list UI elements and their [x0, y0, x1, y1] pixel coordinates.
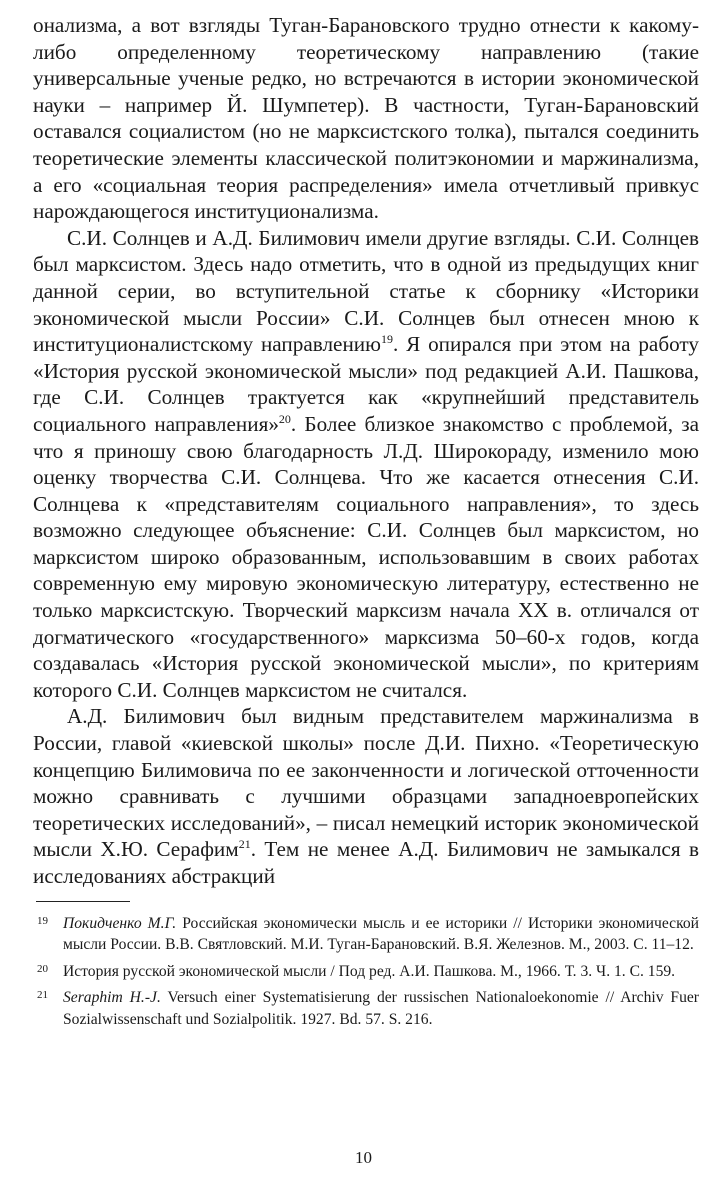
footnote-ref-20[interactable]: 20 — [278, 411, 291, 426]
paragraph-2 — [33, 225, 699, 704]
footnote-number: 19 — [37, 914, 48, 927]
main-text — [33, 12, 699, 890]
paragraph-2-part-c: . Более близкое знакомство с проблемой, за что я приношу свою благодарность Л.Д. Широкораду, изменило мою оценку творчества С.И. Солнцева. Что же касается отнесения С.И. Солнцева к «представителям социального направления», то здесь возможно следующее объяснение: С.И. Солнцев был марксистом, но марксистом широко образованным, использовавшим в своих работах современную ему мировую экономическую литературу, естественно не только марксистскую. Творческий марксизм начала XX в. отличался от догматического «государственного» марксизма 50–60-х годов, когда создавалась «История русской экономической мысли», по критериям которого С.И. Солнцев марксистом не считался. — [33, 411, 699, 702]
footnote-ref-19[interactable]: 19 — [380, 332, 393, 347]
footnote-20 — [33, 961, 699, 983]
paragraph-2-part-b: . Я опирался при этом на работу «История русской экономической мысли» под редакцией А.И. Пашкова, где С.И. Солнцев трактуется как «крупнейший представитель социального направления» — [33, 332, 699, 436]
footnote-author: Seraphim H.-J. — [63, 989, 161, 1007]
paragraph-3-part-b: . Тем не менее А.Д. Билимович не замыкался в исследованиях абстракций — [33, 837, 699, 888]
footnotes — [33, 913, 699, 1031]
document-page — [33, 12, 699, 1035]
footnote-number: 20 — [37, 962, 48, 975]
paragraph-1: онализма, а вот взгляды Туган-Барановского трудно отнести к какому-либо определенному теоретическому направлению (такие универсальные ученые редко, но встречаются в истории экономической науки – например Й. Шумпетер). В частности, Туган-Барановский оставался социалистом (но не марксистского толка), пытался соединить теоретические элементы классической политэкономии и маржинализма, а его «социальная теория распределения» имела отчетливый привкус нарождающегося институционализма. — [33, 13, 699, 224]
footnote-number: 21 — [37, 989, 48, 1002]
footnote-divider — [36, 901, 130, 902]
footnote-19 — [33, 913, 699, 956]
page-number: 10 — [355, 1148, 372, 1167]
paragraph-3-part-a: А.Д. Билимович был видным представителем маржинализма в России, главой «киевской школы» после Д.И. Пихно. «Теоретическую концепцию Билимовича по ее законченности и логической отточенности можно сравнивать с лучшими образцами западноевропейских теоретических исследований», – писал немецкий историк экономической мысли Х.Ю. Серафим — [33, 704, 699, 862]
footnote-text: Российская экономически мысль и ее историки // Историки экономической мысли России. В.В. Святловский. М.И. Туган-Барановский. В.Я. Железнов. М., 2003. С. 11–12. — [63, 914, 700, 954]
footnote-text: Versuch einer Systematisierung der russischen Nationaloekonomie // Archiv Fuer Sozialwissenschaft und Sozialpolitik. 1927. Bd. 57. S. 216. — [63, 989, 699, 1028]
footnote-text: История русской экономической мысли / Под ред. А.И. Пашкова. М., 1966. Т. 3. Ч. 1. С. 159. — [63, 962, 676, 980]
footnote-author: Покидченко М.Г. — [63, 914, 177, 932]
paragraph-3 — [33, 703, 699, 889]
footnote-ref-21[interactable]: 21 — [238, 837, 251, 852]
footnote-21 — [33, 987, 699, 1030]
paragraph-2-part-a: С.И. Солнцев и А.Д. Билимович имели другие взгляды. С.И. Солнцев был марксистом. Здесь надо отметить, что в одной из предыдущих книг данной серии, во вступительной статье к сборнику «Историки экономической мысли России» С.И. Солнцев был отнесен мною к институционалистскому направлению — [33, 225, 699, 357]
